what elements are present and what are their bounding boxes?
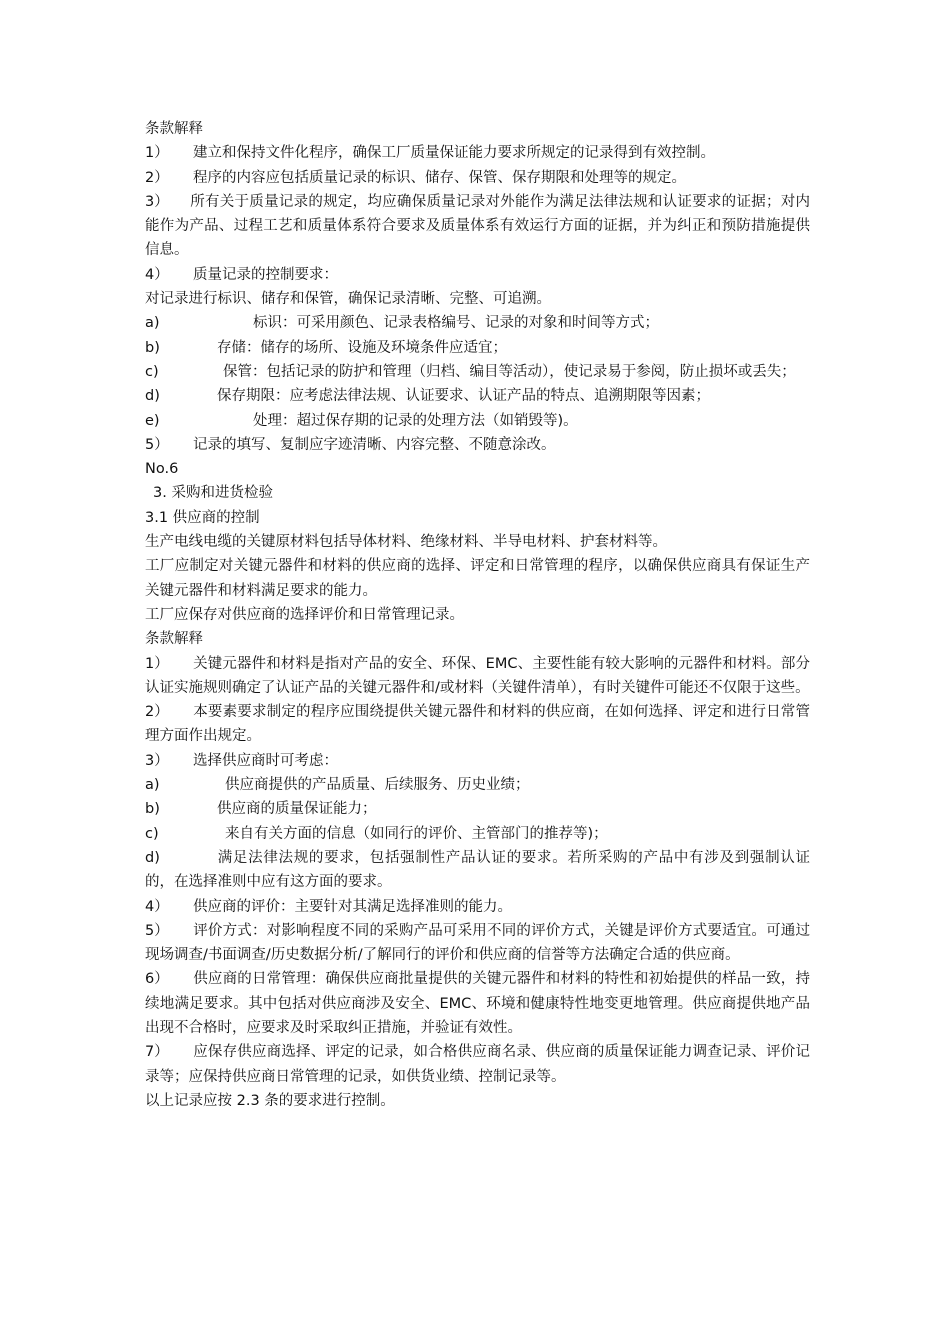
item-marker: 1） [145, 655, 169, 672]
item-marker: 3） [145, 193, 169, 210]
list-item [145, 749, 810, 773]
section-heading: 条款解释 [145, 121, 203, 137]
item-text: 程序的内容应包括质量记录的标识、储存、保管、保存期限和处理等的规定。 [193, 169, 686, 186]
item-text: 保存期限：应考虑法律法规、认证要求、认证产品的特点、追溯期限等因素； [217, 388, 710, 405]
item-marker: 4） [145, 266, 169, 283]
sub-item [145, 409, 810, 433]
list-item [145, 1040, 810, 1089]
sub-item [145, 773, 810, 797]
item-marker: e) [145, 412, 160, 429]
sub-item [145, 336, 810, 360]
item-marker: c) [145, 363, 159, 380]
document-body [145, 117, 810, 1113]
list-item [145, 190, 810, 263]
item-marker: 2） [145, 169, 169, 186]
sub-item [145, 360, 810, 384]
sub-item [145, 822, 810, 846]
item-text: 标识：可采用颜色、记录表格编号、记录的对象和时间等方式； [253, 315, 659, 332]
item-marker: a) [145, 315, 160, 332]
item-marker: 2） [145, 704, 169, 721]
sub-item [145, 311, 810, 335]
list-item [145, 895, 810, 919]
item-text: 本要素要求制定的程序应围绕提供关键元器件和材料的供应商，在如何选择、评定和进行日常管理方面作出规定。 [145, 704, 810, 745]
item-marker: 5） [145, 922, 169, 939]
item-marker: 1） [145, 145, 169, 162]
item-marker: b) [145, 339, 160, 356]
item-text: 质量记录的控制要求： [193, 266, 338, 283]
item-marker: d) [145, 849, 160, 866]
list-item [145, 166, 810, 190]
item-marker: 4） [145, 898, 169, 915]
item-text: 所有关于质量记录的规定，均应确保质量记录对外能作为满足法律法规和认证要求的证据；对内能作为产品、过程工艺和质量体系符合要求及质量体系有效运行方面的证据，并为纠正和预防措施提供信息。 [145, 193, 810, 259]
sub-item [145, 384, 810, 408]
item-text: 关键元器件和材料是指对产品的安全、环保、EMC、主要性能有较大影响的元器件和材料。部分认证实施规则确定了认证产品的关键元器件和/或材料（关键件清单），有时关键件可能还不仅限于这些。 [145, 655, 810, 696]
item-marker: 6） [145, 971, 169, 988]
item-text: 来自有关方面的信息（如同行的评价、主管部门的推荐等)； [225, 825, 608, 842]
subsection-title: 3.1 供应商的控制 [145, 509, 260, 526]
item-text: 供应商的质量保证能力； [217, 801, 377, 818]
chapter-title: 3. 采购和进货检验 [153, 485, 273, 502]
body-paragraph: 工厂应制定对关键元器件和材料的供应商的选择、评定和日常管理的程序，以确保供应商具有保证生产关键元器件和材料满足要求的能力。 [145, 558, 810, 599]
page-number-label: No.6 [145, 461, 179, 478]
item-marker: b) [145, 801, 160, 818]
sub-item [145, 797, 810, 821]
item-text: 建立和保持文件化程序，确保工厂质量保证能力要求所规定的记录得到有效控制。 [193, 145, 715, 162]
item-text: 处理：超过保存期的记录的处理方法（如销毁等)。 [253, 412, 578, 429]
item-text: 供应商提供的产品质量、后续服务、历史业绩； [225, 777, 530, 794]
item-text: 供应商的评价：主要针对其满足选择准则的能力。 [193, 898, 512, 915]
item-text: 供应商的日常管理：确保供应商批量提供的关键元器件和材料的特性和初始提供的样品一致，持续地满足要求。其中包括对供应商涉及安全、EMC、环境和健康特性地变更地管理。供应商提供地产品出现不合格时，应要求及时采取纠正措施，并验证有效性。 [145, 971, 810, 1036]
list-item [145, 967, 810, 1040]
list-item [145, 700, 810, 749]
item-marker: 7） [145, 1044, 169, 1061]
item-text: 保管：包括记录的防护和管理（归档、编目等活动），使记录易于参阅，防止损坏或丢失； [223, 363, 796, 380]
list-item [145, 919, 810, 968]
list-item [145, 652, 810, 701]
list-item [145, 433, 810, 457]
item-text: 存储：储存的场所、设施及环境条件应适宜； [217, 339, 507, 356]
item-marker: a) [145, 777, 160, 794]
body-paragraph: 对记录进行标识、储存和保管，确保记录清晰、完整、可追溯。 [145, 291, 551, 308]
item-text: 应保存供应商选择、评定的记录，如合格供应商名录、供应商的质量保证能力调查记录、评价记录等；应保持供应商日常管理的记录，如供货业绩、控制记录等。 [145, 1044, 810, 1085]
item-marker: d) [145, 388, 160, 405]
body-paragraph: 生产电线电缆的关键原材料包括导体材料、绝缘材料、半导电材料、护套材料等。 [145, 534, 667, 551]
item-marker: 5） [145, 436, 169, 453]
item-text: 满足法律法规的要求，包括强制性产品认证的要求。若所采购的产品中有涉及到强制认证的，在选择准则中应有这方面的要求。 [145, 849, 810, 891]
body-paragraph: 工厂应保存对供应商的选择评价和日常管理记录。 [145, 606, 464, 623]
list-item [145, 141, 810, 165]
item-text: 评价方式：对影响程度不同的采购产品可采用不同的评价方式，关键是评价方式要适宜。可通过现场调查/书面调查/历史数据分析/了解同行的评价和供应商的信誉等方法确定合适的供应商。 [145, 922, 810, 964]
list-item [145, 263, 810, 287]
item-text: 记录的填写、复制应字迹清晰、内容完整、不随意涂改。 [193, 436, 556, 453]
item-marker: c) [145, 825, 159, 842]
sub-item [145, 846, 810, 895]
item-marker: 3） [145, 752, 169, 769]
closing-note: 以上记录应按 2.3 条的要求进行控制。 [145, 1092, 395, 1109]
section-heading: 条款解释 [145, 631, 203, 648]
item-text: 选择供应商时可考虑： [193, 752, 338, 769]
